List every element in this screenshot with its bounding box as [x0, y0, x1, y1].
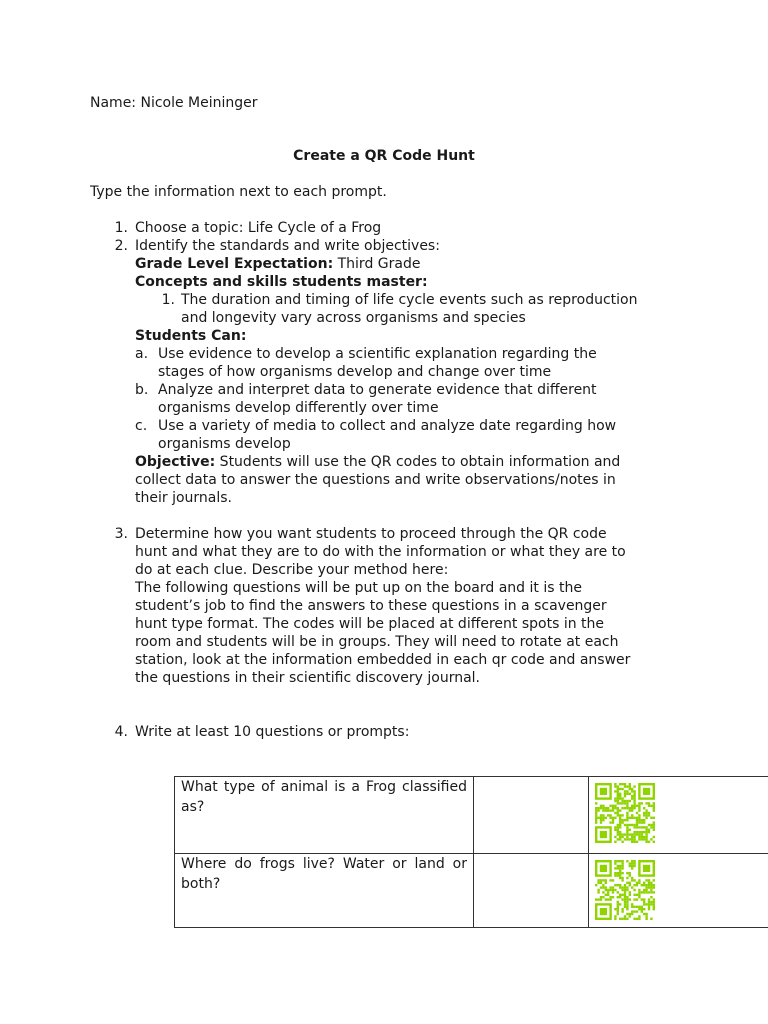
item-line: Analyze and interpret data to generate evidence that different — [158, 382, 597, 398]
qr-cell — [589, 854, 660, 928]
item-line: Use a variety of media to collect and analyze date regarding how — [158, 418, 617, 434]
item-line: organisms develop differently over time — [158, 400, 439, 416]
students-can-item — [0, 381, 768, 417]
step-line: Determine how you want students to proceed through the QR code — [135, 526, 607, 542]
question-cell: Where do frogs live? Water or land or both? — [175, 854, 474, 928]
questions-table — [174, 776, 768, 928]
step-text: Identify the standards and write objectives: — [135, 238, 440, 254]
step-line: hunt type format. The codes will be placed at different spots in the — [135, 616, 605, 632]
empty-cell — [659, 777, 768, 854]
step-line: room and students will be in groups. They will need to rotate at each — [135, 634, 619, 650]
step-line: station, look at the information embedded in each qr code and answer — [135, 652, 631, 668]
question-cell: What type of animal is a Frog classified as? — [175, 777, 474, 854]
grade-value: Third Grade — [333, 256, 421, 272]
table-row — [175, 854, 768, 928]
empty-cell — [659, 854, 768, 928]
students-can-heading: Students Can: — [135, 328, 247, 344]
students-can-item — [0, 345, 768, 381]
item-line: organisms develop — [158, 436, 291, 452]
step-text: Write at least 10 questions or prompts: — [135, 724, 410, 740]
step-number: 1. — [114, 220, 128, 236]
step-number: 2. — [114, 238, 128, 254]
qr-cell — [589, 777, 660, 854]
step-number: 3. — [114, 526, 128, 542]
objective-line: Students will use the QR codes to obtain information and — [215, 454, 621, 470]
item-letter: c. — [135, 418, 148, 434]
answer-cell — [474, 854, 589, 928]
page-title: Create a QR Code Hunt — [293, 148, 475, 164]
concept-item — [0, 291, 768, 327]
concept-line: and longevity vary across organisms and species — [181, 310, 526, 326]
step-text: Choose a topic: Life Cycle of a Frog — [135, 220, 382, 236]
table-row — [175, 777, 768, 854]
objective — [135, 453, 755, 507]
item-line: stages of how organisms develop and change over time — [158, 364, 552, 380]
instructions: Type the information next to each prompt. — [90, 184, 387, 200]
item-line: Use evidence to develop a scientific explanation regarding the — [158, 346, 597, 362]
objective-label: Objective: — [135, 454, 216, 470]
answer-cell — [474, 777, 589, 854]
step-2 — [0, 237, 768, 255]
step-3 — [0, 525, 768, 687]
grade-level — [135, 255, 420, 273]
concept-number: 1. — [161, 292, 175, 308]
step-4 — [0, 723, 768, 741]
qr-code-icon — [595, 860, 655, 920]
item-letter: a. — [135, 346, 149, 362]
grade-label: Grade Level Expectation: — [135, 256, 334, 272]
step-line: The following questions will be put up on the board and it is the — [135, 580, 582, 596]
step-line: hunt and what they are to do with the information or what they are to — [135, 544, 626, 560]
concept-line: The duration and timing of life cycle events such as reproduction — [181, 292, 638, 308]
step-line: the questions in their scientific discovery journal. — [135, 670, 481, 686]
objective-line: their journals. — [135, 490, 232, 506]
step-line: do at each clue. Describe your method here: — [135, 562, 449, 578]
qr-code-icon — [595, 783, 655, 843]
concepts-heading: Concepts and skills students master: — [135, 274, 428, 290]
step-number: 4. — [114, 724, 128, 740]
objective-line: collect data to answer the questions and write observations/notes in — [135, 472, 616, 488]
step-line: student’s job to find the answers to these questions in a scavenger — [135, 598, 607, 614]
student-name: Name: Nicole Meininger — [90, 95, 258, 111]
item-letter: b. — [135, 382, 149, 398]
step-1 — [0, 219, 768, 237]
students-can-item — [0, 417, 768, 453]
